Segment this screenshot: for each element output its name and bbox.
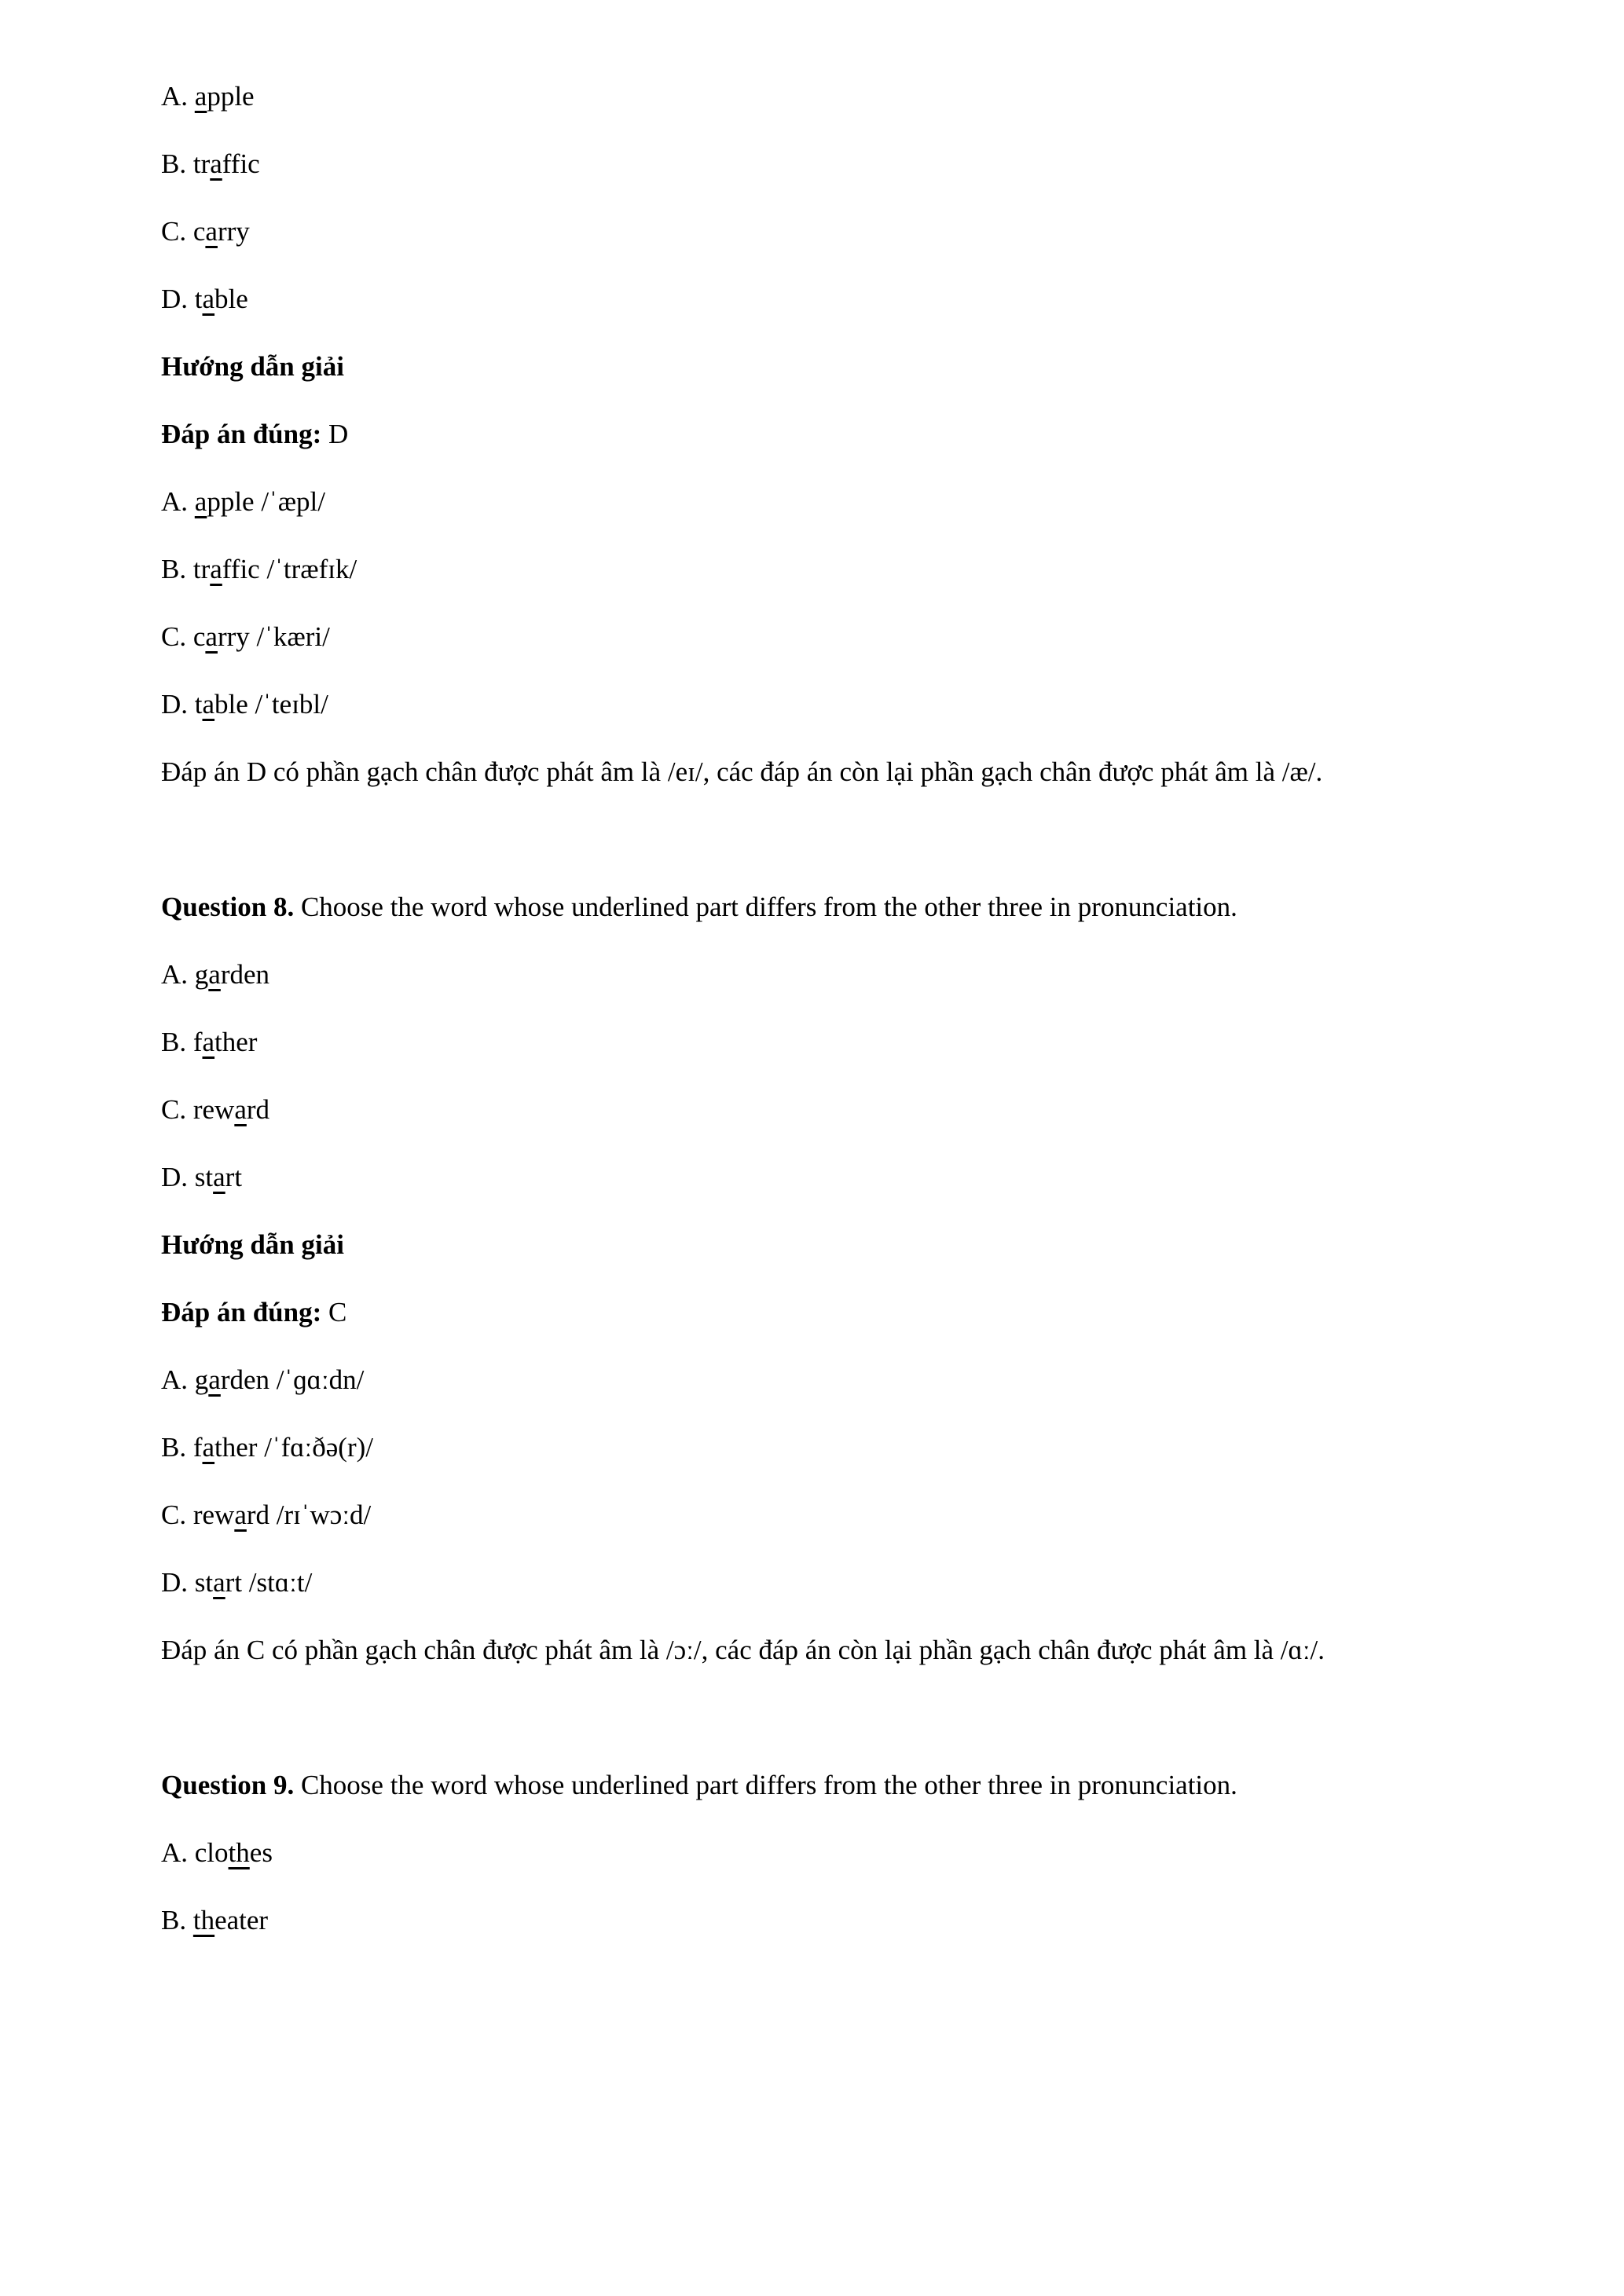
text-segment: A. g bbox=[161, 959, 209, 990]
underlined-letters: th bbox=[228, 1837, 250, 1868]
bold-text: Question 9. bbox=[161, 1770, 295, 1800]
option-a-q7 bbox=[161, 63, 1468, 130]
bold-text: Question 8. bbox=[161, 892, 295, 922]
text-segment: rden /ˈɡɑːdn/ bbox=[220, 1364, 365, 1395]
text-segment: rd /rɪˈwɔːd/ bbox=[246, 1500, 372, 1530]
option-d-ipa-q7 bbox=[161, 671, 1468, 738]
option-d-q8 bbox=[161, 1144, 1468, 1211]
text-segment: ther bbox=[214, 1027, 258, 1057]
bold-text: Hướng dẫn giải bbox=[161, 351, 344, 382]
text-segment: D. st bbox=[161, 1567, 214, 1598]
text-segment: ffic bbox=[222, 148, 260, 179]
explanation-q8 bbox=[161, 1617, 1468, 1684]
text-segment: C bbox=[321, 1297, 347, 1327]
bold-text: Đáp án đúng: bbox=[161, 1297, 322, 1327]
underlined-letters: a bbox=[194, 81, 207, 112]
solution-heading-q8 bbox=[161, 1211, 1468, 1279]
correct-answer-q8 bbox=[161, 1279, 1468, 1346]
option-a-ipa-q8 bbox=[161, 1346, 1468, 1414]
option-b-q8 bbox=[161, 1009, 1468, 1076]
option-b-ipa-q8 bbox=[161, 1414, 1468, 1481]
option-b-q9 bbox=[161, 1887, 1468, 1954]
text-segment: rry bbox=[217, 216, 250, 247]
underlined-letters: a bbox=[208, 1364, 221, 1395]
underlined-letters: th bbox=[192, 1905, 215, 1935]
text-segment: A. bbox=[161, 486, 195, 517]
underlined-letters: a bbox=[202, 689, 215, 720]
question-9 bbox=[161, 1752, 1468, 1819]
text-segment: ble /ˈteɪbl/ bbox=[214, 689, 328, 720]
underlined-letters: a bbox=[213, 1162, 225, 1192]
question-8 bbox=[161, 873, 1468, 941]
blank-line bbox=[161, 1684, 1468, 1752]
blank-line bbox=[161, 806, 1468, 873]
option-b-ipa-q7 bbox=[161, 536, 1468, 603]
text-segment: ffic /ˈtræfɪk/ bbox=[222, 554, 357, 584]
text-segment: Choose the word whose underlined part differs from the other three in pronunciation. bbox=[294, 892, 1237, 922]
text-segment: B. bbox=[161, 1905, 193, 1935]
document-content bbox=[161, 63, 1468, 1954]
text-segment: A. g bbox=[161, 1364, 209, 1395]
underlined-letters: a bbox=[213, 1567, 225, 1598]
option-d-ipa-q8 bbox=[161, 1549, 1468, 1617]
text-segment: es bbox=[249, 1837, 273, 1868]
text-segment: C. c bbox=[161, 216, 206, 247]
option-d-q7 bbox=[161, 265, 1468, 333]
bold-text: Hướng dẫn giải bbox=[161, 1229, 344, 1260]
option-a-q9 bbox=[161, 1819, 1468, 1887]
text-segment: C. c bbox=[161, 621, 206, 652]
explanation-q7 bbox=[161, 738, 1468, 806]
underlined-letters: a bbox=[208, 959, 221, 990]
correct-answer-q7 bbox=[161, 401, 1468, 468]
text-segment: B. tr bbox=[161, 554, 211, 584]
option-a-q8 bbox=[161, 941, 1468, 1009]
text-segment: D. st bbox=[161, 1162, 214, 1192]
text-segment: rry /ˈkæri/ bbox=[217, 621, 330, 652]
text-segment: eater bbox=[214, 1905, 269, 1935]
text-segment: B. f bbox=[161, 1027, 203, 1057]
underlined-letters: a bbox=[194, 486, 207, 517]
option-c-q7 bbox=[161, 198, 1468, 265]
underlined-letters: a bbox=[234, 1094, 247, 1125]
text-segment: A. bbox=[161, 81, 195, 112]
option-c-q8 bbox=[161, 1076, 1468, 1144]
underlined-letters: a bbox=[234, 1500, 247, 1530]
text-segment: B. f bbox=[161, 1432, 203, 1463]
text-segment: Đáp án C có phần gạch chân được phát âm là /ɔː/, các đáp án còn lại phần gạch chân được phát âm là /ɑː/. bbox=[161, 1635, 1325, 1665]
text-segment: Choose the word whose underlined part differs from the other three in pronunciation. bbox=[294, 1770, 1237, 1800]
text-segment: rden bbox=[220, 959, 270, 990]
text-segment: C. rew bbox=[161, 1094, 235, 1125]
underlined-letters: a bbox=[205, 621, 218, 652]
underlined-letters: a bbox=[205, 216, 218, 247]
option-b-q7 bbox=[161, 130, 1468, 198]
underlined-letters: a bbox=[202, 1432, 215, 1463]
underlined-letters: a bbox=[202, 284, 215, 314]
text-segment: D. t bbox=[161, 284, 203, 314]
underlined-letters: a bbox=[210, 554, 222, 584]
text-segment: rd bbox=[246, 1094, 270, 1125]
text-segment: A. clo bbox=[161, 1837, 229, 1868]
text-segment: rt /stɑːt/ bbox=[225, 1567, 313, 1598]
text-segment: ble bbox=[214, 284, 248, 314]
text-segment: B. tr bbox=[161, 148, 211, 179]
underlined-letters: a bbox=[210, 148, 222, 179]
option-c-ipa-q7 bbox=[161, 603, 1468, 671]
text-segment: ther /ˈfɑːðə(r)/ bbox=[214, 1432, 373, 1463]
option-a-ipa-q7 bbox=[161, 468, 1468, 536]
option-c-ipa-q8 bbox=[161, 1481, 1468, 1549]
bold-text: Đáp án đúng: bbox=[161, 419, 322, 449]
text-segment: Đáp án D có phần gạch chân được phát âm là /eɪ/, các đáp án còn lại phần gạch chân được phát âm là /æ/. bbox=[161, 756, 1323, 787]
text-segment: pple bbox=[207, 81, 255, 112]
text-segment: D bbox=[321, 419, 349, 449]
underlined-letters: a bbox=[202, 1027, 215, 1057]
text-segment: D. t bbox=[161, 689, 203, 720]
text-segment: C. rew bbox=[161, 1500, 235, 1530]
text-segment: rt bbox=[225, 1162, 243, 1192]
text-segment: pple /ˈæpl/ bbox=[207, 486, 326, 517]
solution-heading-q7 bbox=[161, 333, 1468, 401]
